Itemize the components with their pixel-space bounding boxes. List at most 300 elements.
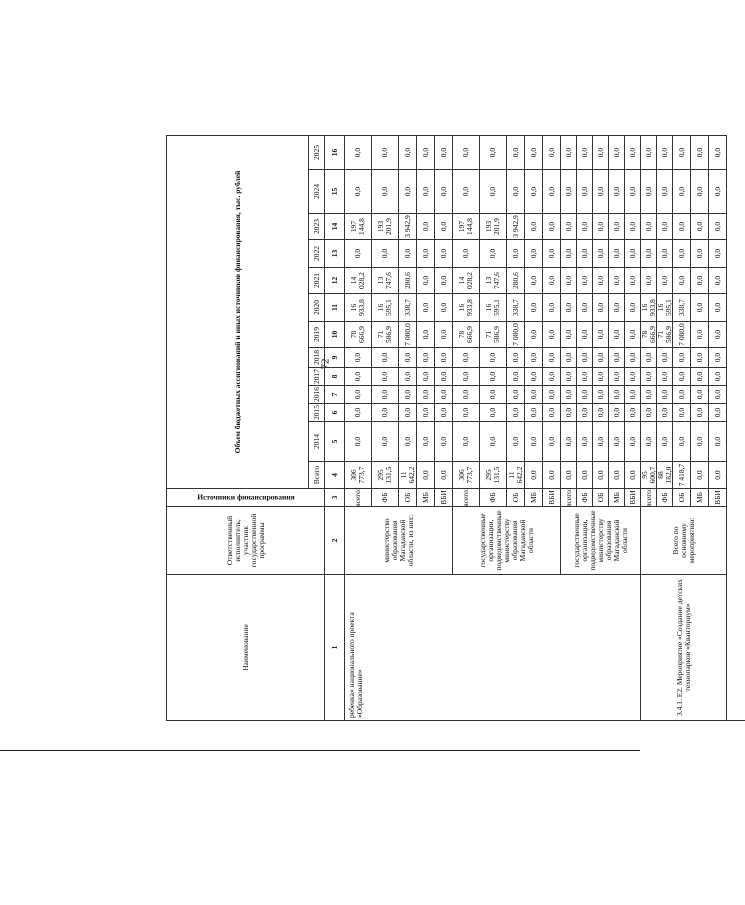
rotated-table-wrapper	[166, 15, 722, 721]
total-cell: 11 642,2	[399, 461, 417, 488]
value-cell: 0,0	[417, 293, 435, 321]
value-cell: 0,0	[417, 239, 435, 267]
value-cell: 0,0	[345, 239, 372, 267]
value-cell: 3 942,9	[399, 213, 417, 239]
executor-cell: государственные организации, подведомственные министерству образования Магаданской области	[561, 506, 641, 574]
value-cell: 193 201,9	[480, 213, 507, 239]
value-cell: 0,0	[345, 403, 372, 421]
value-cell: 0,0	[561, 385, 577, 403]
value-cell: 0,0	[673, 367, 691, 385]
value-cell: 0,0	[593, 239, 609, 267]
value-cell: 0,0	[641, 169, 657, 213]
col-number: 13	[325, 239, 345, 267]
header-total: Всего	[309, 461, 325, 488]
value-cell: 0,0	[525, 385, 543, 403]
total-cell: 295 131,5	[480, 461, 507, 488]
value-cell: 0,0	[543, 293, 561, 321]
value-cell: 0,0	[525, 239, 543, 267]
value-cell: 0,0	[435, 267, 453, 293]
total-cell: 0,0	[543, 461, 561, 488]
value-cell: 0,0	[691, 367, 709, 385]
value-cell: 0,0	[561, 293, 577, 321]
value-cell: 0,0	[435, 403, 453, 421]
value-cell: 0,0	[453, 347, 480, 367]
value-cell: 0,0	[691, 135, 709, 169]
value-cell: 13 747,6	[372, 267, 399, 293]
value-cell: 0,0	[625, 403, 641, 421]
value-cell: 71 586,9	[657, 321, 673, 347]
total-cell: 95 600,7	[641, 461, 657, 488]
header-year: 2018	[309, 347, 325, 367]
source-cell: МБ	[417, 488, 435, 506]
value-cell: 0,0	[417, 169, 435, 213]
value-cell: 0,0	[480, 169, 507, 213]
total-cell: 0,0	[435, 461, 453, 488]
source-cell: МБ	[609, 488, 625, 506]
value-cell: 0,0	[372, 385, 399, 403]
value-cell: 0,0	[345, 385, 372, 403]
col-number: 8	[325, 367, 345, 385]
value-cell: 0,0	[399, 367, 417, 385]
value-cell: 0,0	[525, 267, 543, 293]
executor-cell: государственные организации, подведомственные министерству образования Магаданской области	[453, 506, 561, 574]
value-cell: 0,0	[691, 403, 709, 421]
value-cell: 0,0	[709, 385, 727, 403]
value-cell: 0,0	[625, 135, 641, 169]
value-cell: 0,0	[480, 347, 507, 367]
value-cell: 0,0	[453, 135, 480, 169]
value-cell: 0,0	[577, 385, 593, 403]
value-cell: 0,0	[435, 367, 453, 385]
value-cell: 0,0	[625, 213, 641, 239]
value-cell: 0,0	[641, 367, 657, 385]
value-cell: 0,0	[372, 421, 399, 461]
source-cell: всего:	[561, 488, 577, 506]
value-cell: 0,0	[709, 213, 727, 239]
value-cell: 0,0	[543, 267, 561, 293]
col-number: 1	[325, 574, 345, 720]
value-cell: 0,0	[691, 169, 709, 213]
value-cell: 0,0	[609, 403, 625, 421]
source-cell: МБ	[691, 488, 709, 506]
value-cell: 0,0	[641, 403, 657, 421]
value-cell: 0,0	[435, 421, 453, 461]
header-year: 2024	[309, 169, 325, 213]
value-cell: 0,0	[625, 239, 641, 267]
value-cell: 0,0	[561, 403, 577, 421]
value-cell: 0,0	[543, 169, 561, 213]
program-name-cell: ребенка» национального проекта «Образование»	[345, 574, 641, 720]
value-cell: 0,0	[577, 347, 593, 367]
value-cell: 0,0	[543, 385, 561, 403]
value-cell: 0,0	[593, 421, 609, 461]
value-cell: 0,0	[543, 347, 561, 367]
source-cell: ФБ	[372, 488, 399, 506]
header-executor: Ответственный исполнитель, участник государственной программы	[167, 506, 325, 574]
value-cell: 0,0	[673, 267, 691, 293]
value-cell: 71 586,9	[372, 321, 399, 347]
total-cell: 306 773,7	[453, 461, 480, 488]
value-cell: 0,0	[709, 239, 727, 267]
value-cell: 0,0	[657, 169, 673, 213]
value-cell: 0,0	[657, 267, 673, 293]
value-cell: 0,0	[577, 403, 593, 421]
col-number: 15	[325, 169, 345, 213]
value-cell: 0,0	[399, 421, 417, 461]
value-cell: 0,0	[593, 293, 609, 321]
source-cell: ВБИ	[543, 488, 561, 506]
value-cell: 197 144,8	[453, 213, 480, 239]
value-cell: 0,0	[709, 421, 727, 461]
value-cell: 0,0	[525, 347, 543, 367]
value-cell: 0,0	[525, 169, 543, 213]
value-cell: 0,0	[561, 213, 577, 239]
value-cell: 0,0	[625, 293, 641, 321]
value-cell: 0,0	[525, 403, 543, 421]
value-cell: 280,6	[507, 267, 525, 293]
value-cell: 0,0	[673, 239, 691, 267]
value-cell: 0,0	[525, 421, 543, 461]
value-cell: 0,0	[673, 403, 691, 421]
value-cell: 0,0	[625, 421, 641, 461]
value-cell: 0,0	[709, 321, 727, 347]
value-cell: 0,0	[372, 347, 399, 367]
value-cell: 0,0	[543, 403, 561, 421]
value-cell: 0,0	[657, 367, 673, 385]
value-cell: 0,0	[507, 169, 525, 213]
value-cell: 0,0	[657, 239, 673, 267]
value-cell: 0,0	[561, 321, 577, 347]
value-cell: 0,0	[525, 321, 543, 347]
value-cell: 0,0	[593, 267, 609, 293]
value-cell: 0,0	[641, 385, 657, 403]
source-cell: всего:	[345, 488, 372, 506]
value-cell: 0,0	[657, 135, 673, 169]
value-cell: 0,0	[543, 239, 561, 267]
source-cell: МБ	[525, 488, 543, 506]
value-cell: 71 586,9	[480, 321, 507, 347]
value-cell: 0,0	[435, 213, 453, 239]
value-cell: 0,0	[593, 385, 609, 403]
value-cell: 193 201,9	[372, 213, 399, 239]
executor-cell: министерство образования Магаданской области, из них:	[345, 506, 453, 574]
value-cell: 0,0	[399, 347, 417, 367]
value-cell: 0,0	[543, 213, 561, 239]
header-year: 2023	[309, 213, 325, 239]
header-year: 2022	[309, 239, 325, 267]
value-cell: 3 942,9	[507, 213, 525, 239]
value-cell: 0,0	[417, 421, 435, 461]
value-cell: 0,0	[417, 135, 435, 169]
col-number: 10	[325, 321, 345, 347]
value-cell: 0,0	[641, 421, 657, 461]
value-cell: 0,0	[561, 347, 577, 367]
value-cell: 16 933,8	[345, 293, 372, 321]
value-cell: 0,0	[691, 213, 709, 239]
value-cell: 0,0	[641, 135, 657, 169]
value-cell: 0,0	[691, 421, 709, 461]
value-cell: 0,0	[709, 169, 727, 213]
value-cell: 338,7	[399, 293, 417, 321]
value-cell: 0,0	[417, 213, 435, 239]
value-cell: 0,0	[417, 367, 435, 385]
value-cell: 0,0	[507, 367, 525, 385]
value-cell: 0,0	[709, 347, 727, 367]
header-year: 2014	[309, 421, 325, 461]
value-cell: 0,0	[577, 367, 593, 385]
value-cell: 16 933,8	[453, 293, 480, 321]
total-cell: 295 131,5	[372, 461, 399, 488]
header-year: 2025	[309, 135, 325, 169]
value-cell: 0,0	[525, 293, 543, 321]
value-cell: 0,0	[507, 239, 525, 267]
header-funding: Объем бюджетных ассигнований и иных источников финансирования, тыс. рублей	[167, 135, 309, 488]
value-cell: 0,0	[625, 321, 641, 347]
header-source-label: Источники финансирования	[196, 492, 295, 502]
value-cell: 338,7	[673, 293, 691, 321]
value-cell: 0,0	[673, 347, 691, 367]
value-cell: 0,0	[561, 169, 577, 213]
total-cell: 11 642,2	[507, 461, 525, 488]
value-cell: 0,0	[372, 367, 399, 385]
value-cell: 0,0	[625, 385, 641, 403]
value-cell: 0,0	[609, 367, 625, 385]
source-cell: ОБ	[507, 488, 525, 506]
value-cell: 0,0	[709, 267, 727, 293]
col-number: 2	[325, 506, 345, 574]
value-cell: 0,0	[435, 293, 453, 321]
page-number: 72	[319, 358, 332, 370]
value-cell: 0,0	[709, 403, 727, 421]
value-cell: 0,0	[345, 421, 372, 461]
value-cell: 0,0	[593, 367, 609, 385]
col-number: 5	[325, 421, 345, 461]
header-year: 2016	[309, 385, 325, 403]
value-cell: 0,0	[641, 239, 657, 267]
value-cell: 0,0	[561, 421, 577, 461]
col-number: 16	[325, 135, 345, 169]
value-cell: 0,0	[691, 347, 709, 367]
total-cell: 88 182,0	[657, 461, 673, 488]
value-cell: 16 595,1	[480, 293, 507, 321]
value-cell: 0,0	[593, 135, 609, 169]
value-cell: 0,0	[625, 169, 641, 213]
value-cell: 0,0	[657, 385, 673, 403]
col-number: 3	[325, 488, 345, 506]
value-cell: 0,0	[435, 385, 453, 403]
value-cell: 0,0	[609, 267, 625, 293]
value-cell: 0,0	[593, 169, 609, 213]
header-year: 2017	[309, 367, 325, 385]
header-year: 2019	[309, 321, 325, 347]
value-cell: 78 666,9	[641, 321, 657, 347]
value-cell: 0,0	[609, 169, 625, 213]
value-cell: 78 666,9	[345, 321, 372, 347]
value-cell: 0,0	[609, 239, 625, 267]
col-number: 9	[325, 347, 345, 367]
value-cell: 0,0	[691, 267, 709, 293]
value-cell: 0,0	[577, 135, 593, 169]
value-cell: 0,0	[561, 367, 577, 385]
value-cell: 0,0	[435, 169, 453, 213]
value-cell: 0,0	[417, 267, 435, 293]
source-cell: ФБ	[480, 488, 507, 506]
source-cell: всего:	[453, 488, 480, 506]
total-cell: 0,0	[625, 461, 641, 488]
value-cell: 0,0	[399, 403, 417, 421]
source-cell: ВБИ	[709, 488, 727, 506]
value-cell: 0,0	[657, 421, 673, 461]
value-cell: 0,0	[435, 135, 453, 169]
program-name-cell: 3.4.1. Е2. Мероприятие «Создание детских технопарков «Кванториум»	[641, 574, 727, 720]
value-cell: 7 080,0	[507, 321, 525, 347]
value-cell: 0,0	[561, 267, 577, 293]
value-cell: 16 933,8	[641, 293, 657, 321]
value-cell: 78 666,9	[453, 321, 480, 347]
source-cell: ОБ	[399, 488, 417, 506]
value-cell: 0,0	[657, 347, 673, 367]
value-cell: 0,0	[417, 385, 435, 403]
value-cell: 7 080,0	[399, 321, 417, 347]
total-cell: 7 418,7	[673, 461, 691, 488]
value-cell: 0,0	[453, 169, 480, 213]
value-cell: 0,0	[453, 367, 480, 385]
value-cell: 0,0	[453, 403, 480, 421]
header-year: 2020	[309, 293, 325, 321]
executor-cell: Всего по основному мероприятию:	[641, 506, 727, 574]
value-cell: 0,0	[691, 293, 709, 321]
value-cell: 0,0	[480, 367, 507, 385]
value-cell: 0,0	[399, 239, 417, 267]
total-cell: 0,0	[709, 461, 727, 488]
value-cell: 0,0	[435, 239, 453, 267]
col-number: 14	[325, 213, 345, 239]
value-cell: 0,0	[625, 367, 641, 385]
value-cell: 0,0	[593, 403, 609, 421]
value-cell: 0,0	[691, 239, 709, 267]
value-cell: 0,0	[593, 321, 609, 347]
value-cell: 0,0	[709, 293, 727, 321]
value-cell: 0,0	[691, 385, 709, 403]
value-cell: 0,0	[507, 135, 525, 169]
value-cell: 16 595,1	[372, 293, 399, 321]
value-cell: 0,0	[561, 239, 577, 267]
total-cell: 0,0	[691, 461, 709, 488]
value-cell: 0,0	[372, 135, 399, 169]
value-cell: 14 028,2	[345, 267, 372, 293]
value-cell: 0,0	[399, 135, 417, 169]
source-cell: ФБ	[577, 488, 593, 506]
value-cell: 0,0	[593, 213, 609, 239]
value-cell: 14 028,2	[453, 267, 480, 293]
col-number: 7	[325, 385, 345, 403]
value-cell: 0,0	[673, 135, 691, 169]
value-cell: 0,0	[372, 239, 399, 267]
value-cell: 0,0	[345, 367, 372, 385]
value-cell: 0,0	[543, 321, 561, 347]
value-cell: 0,0	[480, 403, 507, 421]
value-cell: 0,0	[577, 293, 593, 321]
value-cell: 0,0	[345, 169, 372, 213]
total-cell: 0,0	[417, 461, 435, 488]
value-cell: 338,7	[507, 293, 525, 321]
value-cell: 0,0	[625, 267, 641, 293]
value-cell: 0,0	[673, 385, 691, 403]
value-cell: 0,0	[417, 347, 435, 367]
value-cell: 0,0	[543, 367, 561, 385]
col-number: 4	[325, 461, 345, 488]
value-cell: 0,0	[577, 213, 593, 239]
value-cell: 0,0	[507, 385, 525, 403]
value-cell: 0,0	[525, 213, 543, 239]
value-cell: 0,0	[525, 135, 543, 169]
value-cell: 0,0	[657, 213, 673, 239]
total-cell: 0,0	[609, 461, 625, 488]
source-cell: ФБ	[657, 488, 673, 506]
source-cell: ВБИ	[435, 488, 453, 506]
source-cell: ВБИ	[625, 488, 641, 506]
value-cell: 0,0	[593, 347, 609, 367]
col-number: 6	[325, 403, 345, 421]
total-cell: 306 773,7	[345, 461, 372, 488]
header-year: 2021	[309, 267, 325, 293]
value-cell: 0,0	[673, 213, 691, 239]
value-cell: 0,0	[561, 135, 577, 169]
source-cell: ОБ	[673, 488, 691, 506]
value-cell: 197 144,8	[345, 213, 372, 239]
value-cell: 0,0	[709, 367, 727, 385]
value-cell: 0,0	[372, 403, 399, 421]
value-cell: 0,0	[543, 135, 561, 169]
value-cell: 0,0	[507, 347, 525, 367]
value-cell: 0,0	[577, 169, 593, 213]
value-cell: 0,0	[543, 421, 561, 461]
value-cell: 0,0	[453, 239, 480, 267]
value-cell: 0,0	[435, 347, 453, 367]
total-cell: 0,0	[577, 461, 593, 488]
value-cell: 0,0	[577, 267, 593, 293]
value-cell: 0,0	[345, 347, 372, 367]
value-cell: 0,0	[453, 385, 480, 403]
value-cell: 0,0	[507, 403, 525, 421]
value-cell: 0,0	[609, 321, 625, 347]
value-cell: 0,0	[691, 321, 709, 347]
value-cell: 0,0	[399, 169, 417, 213]
value-cell: 0,0	[399, 385, 417, 403]
budget-table	[166, 135, 745, 721]
value-cell: 0,0	[417, 321, 435, 347]
value-cell: 0,0	[609, 213, 625, 239]
total-cell: 0,0	[561, 461, 577, 488]
value-cell: 0,0	[709, 135, 727, 169]
value-cell: 0,0	[609, 135, 625, 169]
value-cell: 7 080,0	[673, 321, 691, 347]
value-cell: 13 747,6	[480, 267, 507, 293]
value-cell: 0,0	[480, 135, 507, 169]
value-cell: 0,0	[435, 321, 453, 347]
value-cell: 16 595,1	[657, 293, 673, 321]
col-number: 11	[325, 293, 345, 321]
value-cell: 0,0	[609, 347, 625, 367]
value-cell: 0,0	[525, 367, 543, 385]
header-name: Наименование	[167, 574, 325, 720]
value-cell: 0,0	[577, 239, 593, 267]
value-cell: 0,0	[609, 385, 625, 403]
value-cell: 0,0	[609, 293, 625, 321]
value-cell: 0,0	[507, 421, 525, 461]
source-cell: всего:	[641, 488, 657, 506]
total-cell: 0,0	[593, 461, 609, 488]
